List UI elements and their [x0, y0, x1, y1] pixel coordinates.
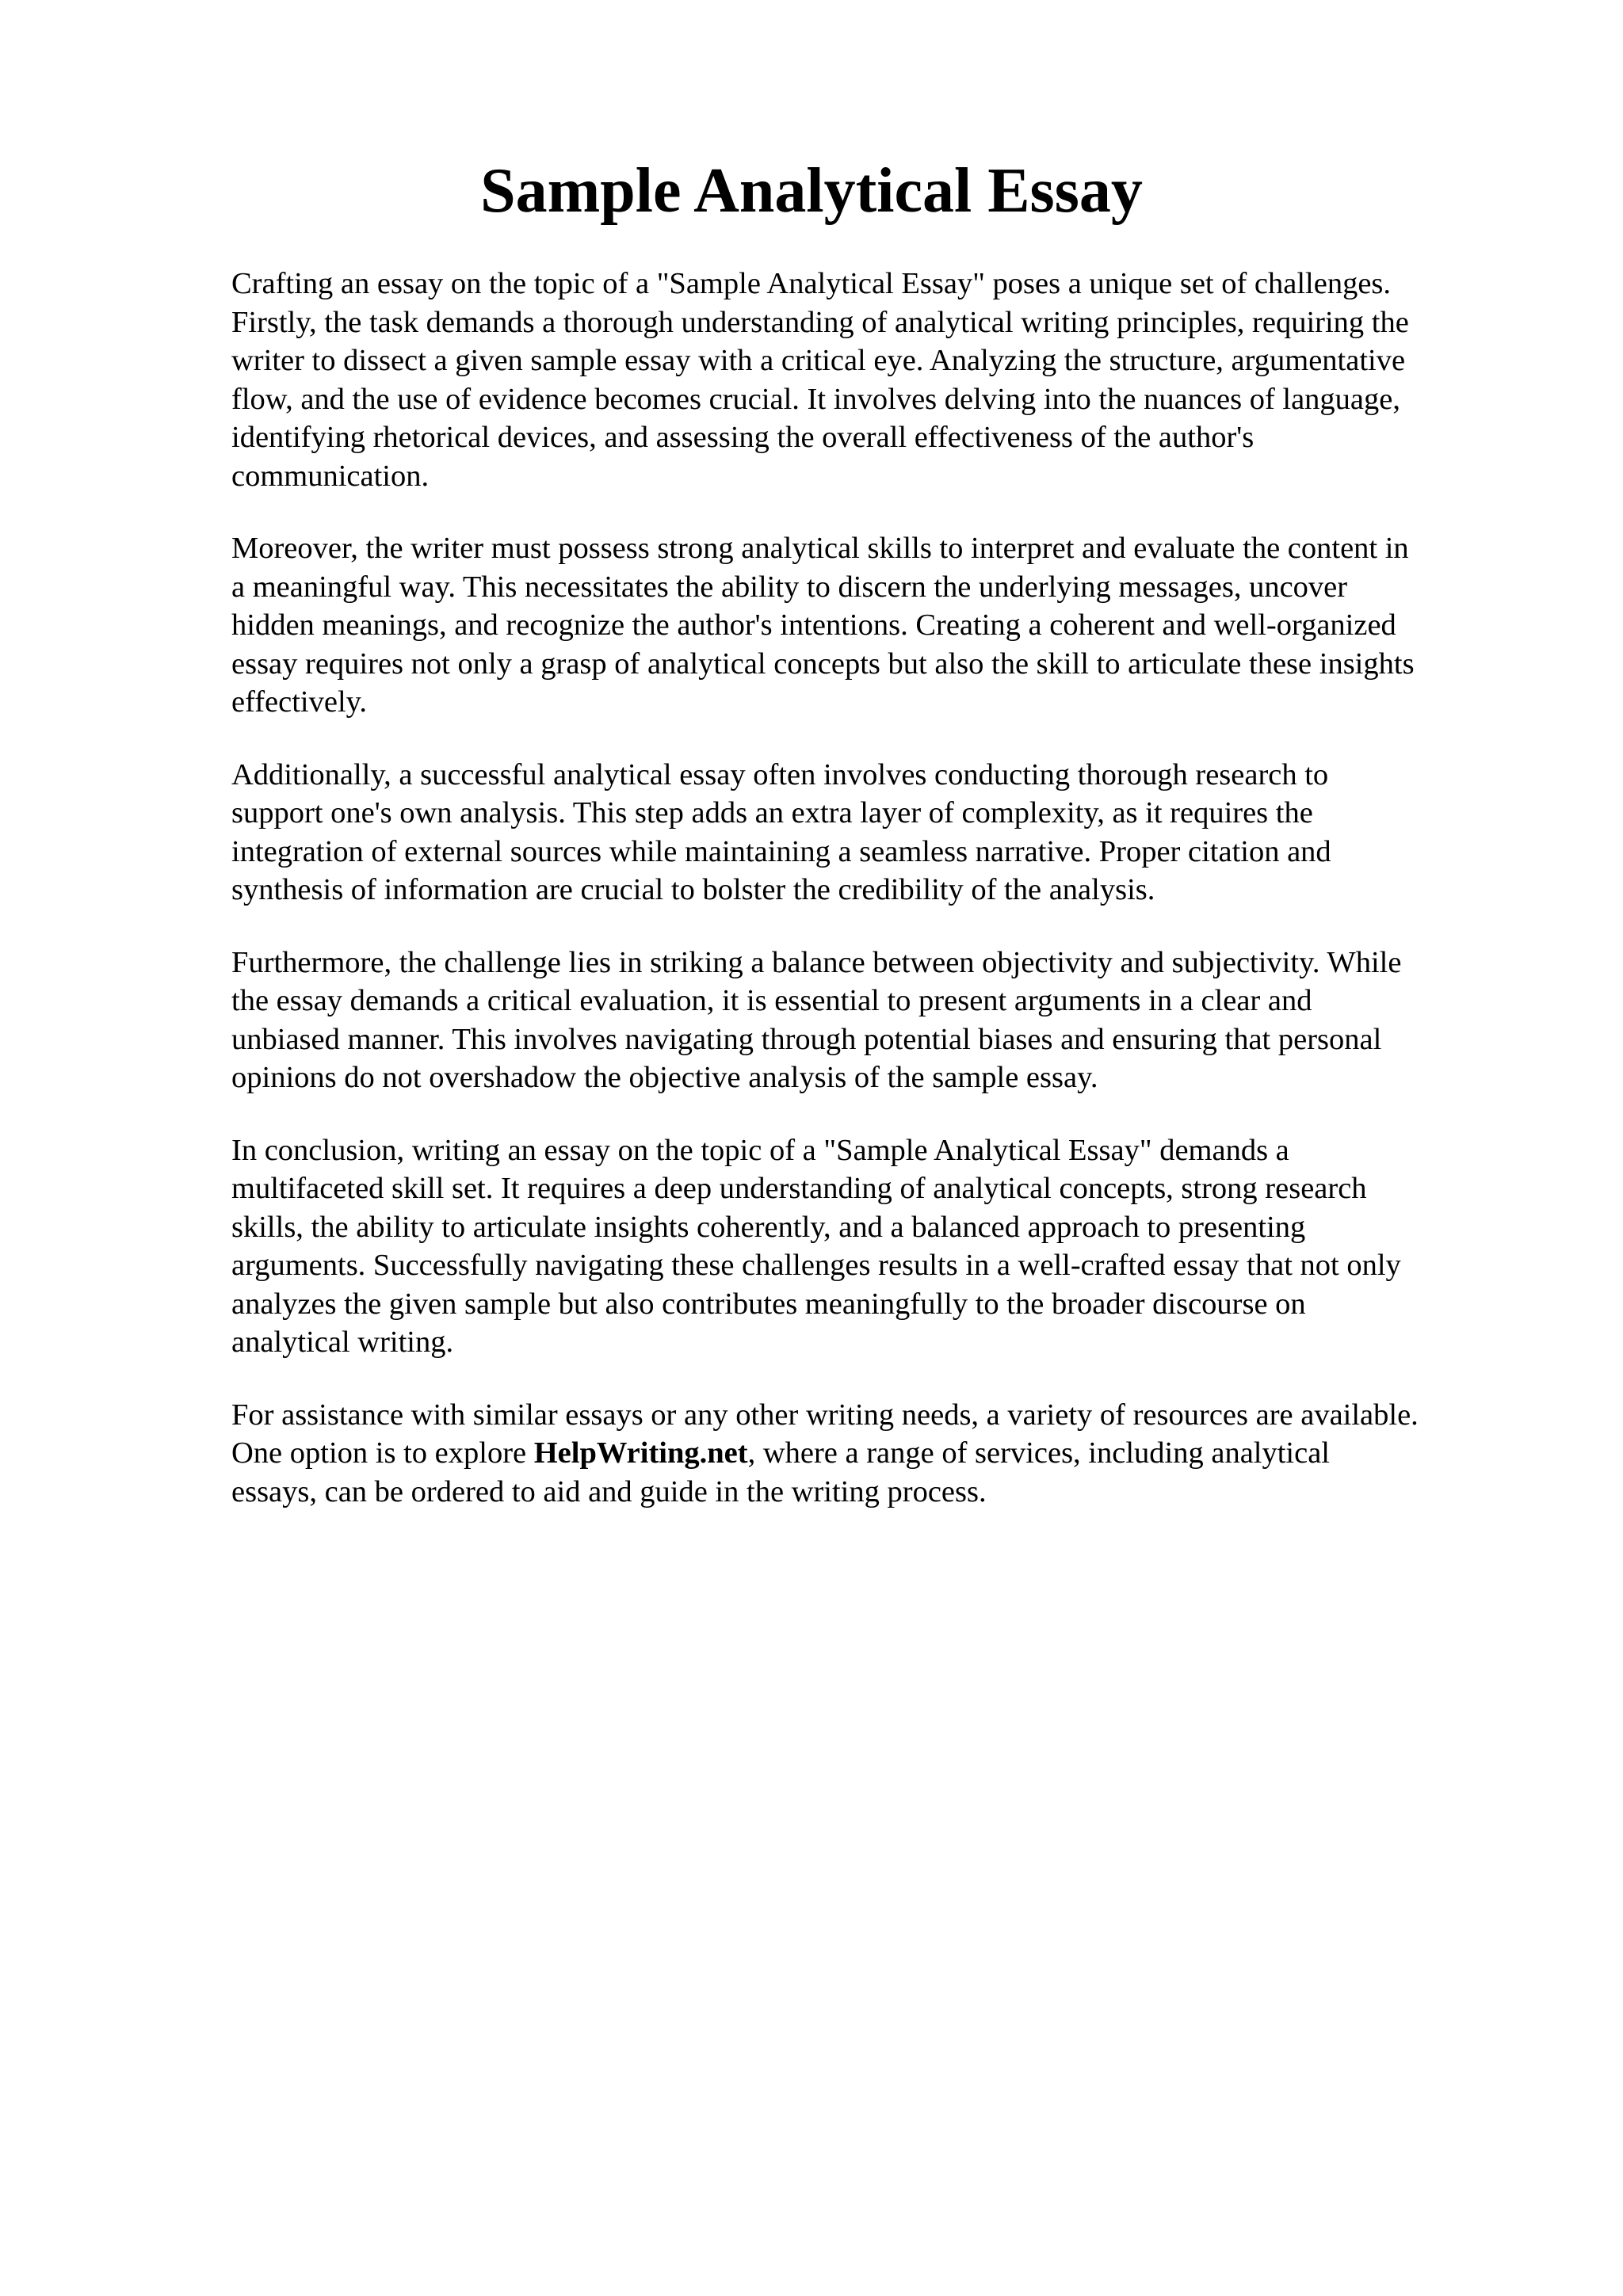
text-line: Additionally, a successful analytical essay often involves conducting thorough research to: [231, 757, 1329, 791]
text-line: analyzes the given sample but also contributes meaningfully to the broader discourse on: [231, 1287, 1306, 1321]
text-line: Moreover, the writer must possess strong analytical skills to interpret and evaluate the content in: [231, 532, 1409, 565]
text-line: Firstly, the task demands a thorough understanding of analytical writing principles, requiring the: [231, 305, 1409, 339]
text-line: effectively.: [231, 685, 368, 719]
text-line: arguments. Successfully navigating these challenges results in a well-crafted essay that not only: [231, 1249, 1401, 1282]
paragraph-5: [231, 1131, 1531, 1362]
text-line: skills, the ability to articulate insights coherently, and a balanced approach to presenting: [231, 1210, 1306, 1244]
text-line: unbiased manner. This involves navigating through potential biases and ensuring that personal: [231, 1022, 1382, 1056]
text-line: hidden meanings, and recognize the author's intentions. Creating a coherent and well-organized: [231, 608, 1396, 642]
paragraph-4: [231, 944, 1531, 1097]
text-line: opinions do not overshadow the objective analysis of the sample essay.: [231, 1061, 1098, 1094]
text-line: a meaningful way. This necessitates the ability to discern the underlying messages, uncover: [231, 570, 1348, 604]
text-line: flow, and the use of evidence becomes crucial. It involves delving into the nuances of language,: [231, 382, 1400, 416]
text-line: Furthermore, the challenge lies in striking a balance between objectivity and subjectivity. While: [231, 945, 1402, 979]
text-line: integration of external sources while maintaining a seamless narrative. Proper citation and: [231, 834, 1331, 868]
text-fragment: , where a range of services, including analytical: [747, 1436, 1330, 1470]
text-line: support one's own analysis. This step adds an extra layer of complexity, as it requires the: [231, 796, 1313, 830]
text-fragment: One option is to explore: [231, 1436, 534, 1470]
text-line: multifaceted skill set. It requires a deep understanding of analytical concepts, strong research: [231, 1172, 1367, 1205]
text-line: For assistance with similar essays or any other writing needs, a variety of resources are available.: [231, 1398, 1419, 1432]
text-line: In conclusion, writing an essay on the topic of a "Sample Analytical Essay" demands a: [231, 1133, 1289, 1167]
text-line: identifying rhetorical devices, and assessing the overall effectiveness of the author's: [231, 421, 1254, 454]
text-line: the essay demands a critical evaluation, it is essential to present arguments in a clear and: [231, 984, 1312, 1017]
paragraph-2: [231, 529, 1531, 722]
closing-paragraph: [231, 1396, 1531, 1512]
text-line: Crafting an essay on the topic of a "Sample Analytical Essay" poses a unique set of challenges.: [231, 267, 1392, 300]
paragraph-3: [231, 756, 1531, 910]
text-line: analytical writing.: [231, 1325, 454, 1359]
page-title: Sample Analytical Essay: [480, 156, 1143, 226]
text-line: essay requires not only a grasp of analytical concepts but also the skill to articulate these insights: [231, 646, 1415, 681]
essay-body: [231, 265, 1531, 1545]
paragraph-1: [231, 265, 1531, 495]
text-line: communication.: [231, 459, 430, 493]
helpwriting-link[interactable]: HelpWriting.net: [533, 1436, 748, 1470]
text-line: [231, 1434, 1531, 1473]
text-line: essays, can be ordered to aid and guide in the writing process.: [231, 1474, 987, 1508]
text-line: synthesis of information are crucial to bolster the credibility of the analysis.: [231, 873, 1155, 906]
text-line: writer to dissect a given sample essay with a critical eye. Analyzing the structure, argumentative: [231, 344, 1406, 377]
